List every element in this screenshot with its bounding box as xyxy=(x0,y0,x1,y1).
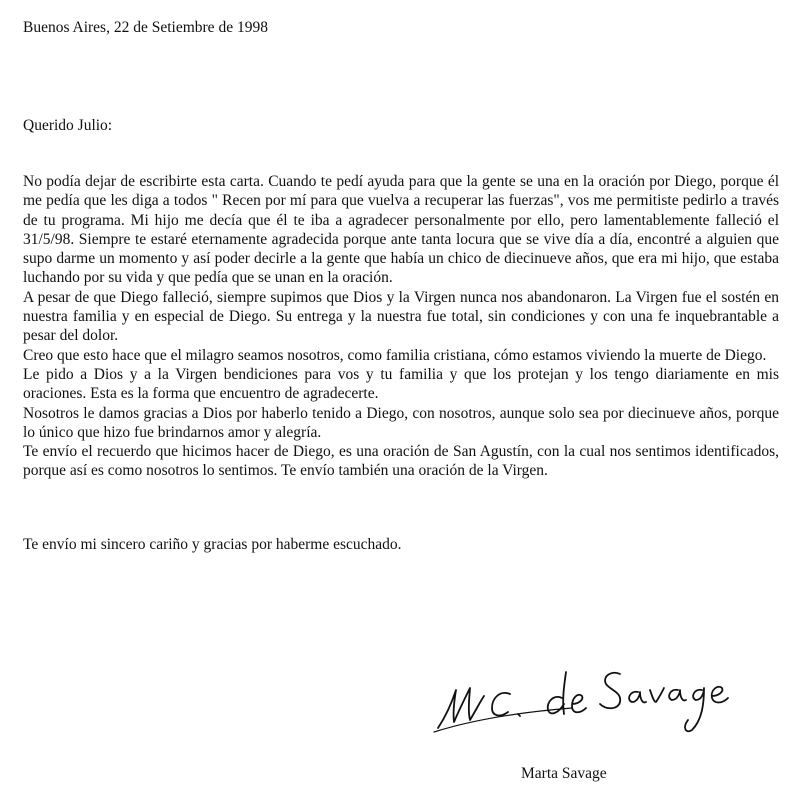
greeting: Querido Julio: xyxy=(23,117,113,134)
closing-line: Te envío mi sincero cariño y gracias por haberme escuchado. xyxy=(23,536,402,553)
paragraph-2: A pesar de que Diego falleció, siempre supimos que Dios y la Virgen nunca nos abandonaron. La Virgen fue el sostén en nuestra familia y en especial de Diego. Su entrega y la nuestra fue total, sin condiciones y con una fe inquebrantable a pesar del dolor. xyxy=(23,288,779,345)
letter-body xyxy=(23,172,779,481)
paragraph-5: Nosotros le damos gracias a Dios por haberlo tenido a Diego, con nosotros, aunque solo sea por diecinueve años, porque lo único que hizo fue brindarnos amor y alegría. xyxy=(23,404,779,441)
paragraph-6: Te envío el recuerdo que hicimos hacer de Diego, es una oración de San Agustín, con la cual nos sentimos identificados, porque así es como nosotros lo sentimos. Te envío también una oración de la Virgen. xyxy=(23,443,779,480)
paragraph-1: No podía dejar de escribirte esta carta. Cuando te pedí ayuda para que la gente se una en la oración por Diego, porque él me pedía que les diga a todos " Recen por mí para que vuelva a recuperar las fuerzas", vos me permitiste pedirlo a través de tu programa. Mi hijo me decía que él te iba a agradecer personalmente por ello, pero lamentablemente falleció el 31/5/98. Siempre te estaré eternamente agradecida porque ante tanta locura que se vive día a día, encontré a alguien que supo darme un momento y así poder decirle a la gente que había un chico de diecinueve años, que era mi hijo, que estaba luchando por su vida y que pedía que se unan en la oración. xyxy=(23,173,779,287)
date-line: Buenos Aires, 22 de Setiembre de 1998 xyxy=(23,19,268,36)
paragraph-4: Le pido a Dios y a la Virgen bendiciones para vos y tu familia y que los protejan y los tengo diariamente en mis oraciones. Esta es la forma que encuentro de agradecerte. xyxy=(23,365,779,403)
paragraph-3: Creo que esto hace que el milagro seamos nosotros, como familia cristiana, cómo estamos viviendo la muerte de Diego. xyxy=(23,346,767,364)
handwritten-signature xyxy=(432,658,732,738)
sender-name: Marta Savage xyxy=(521,765,607,782)
